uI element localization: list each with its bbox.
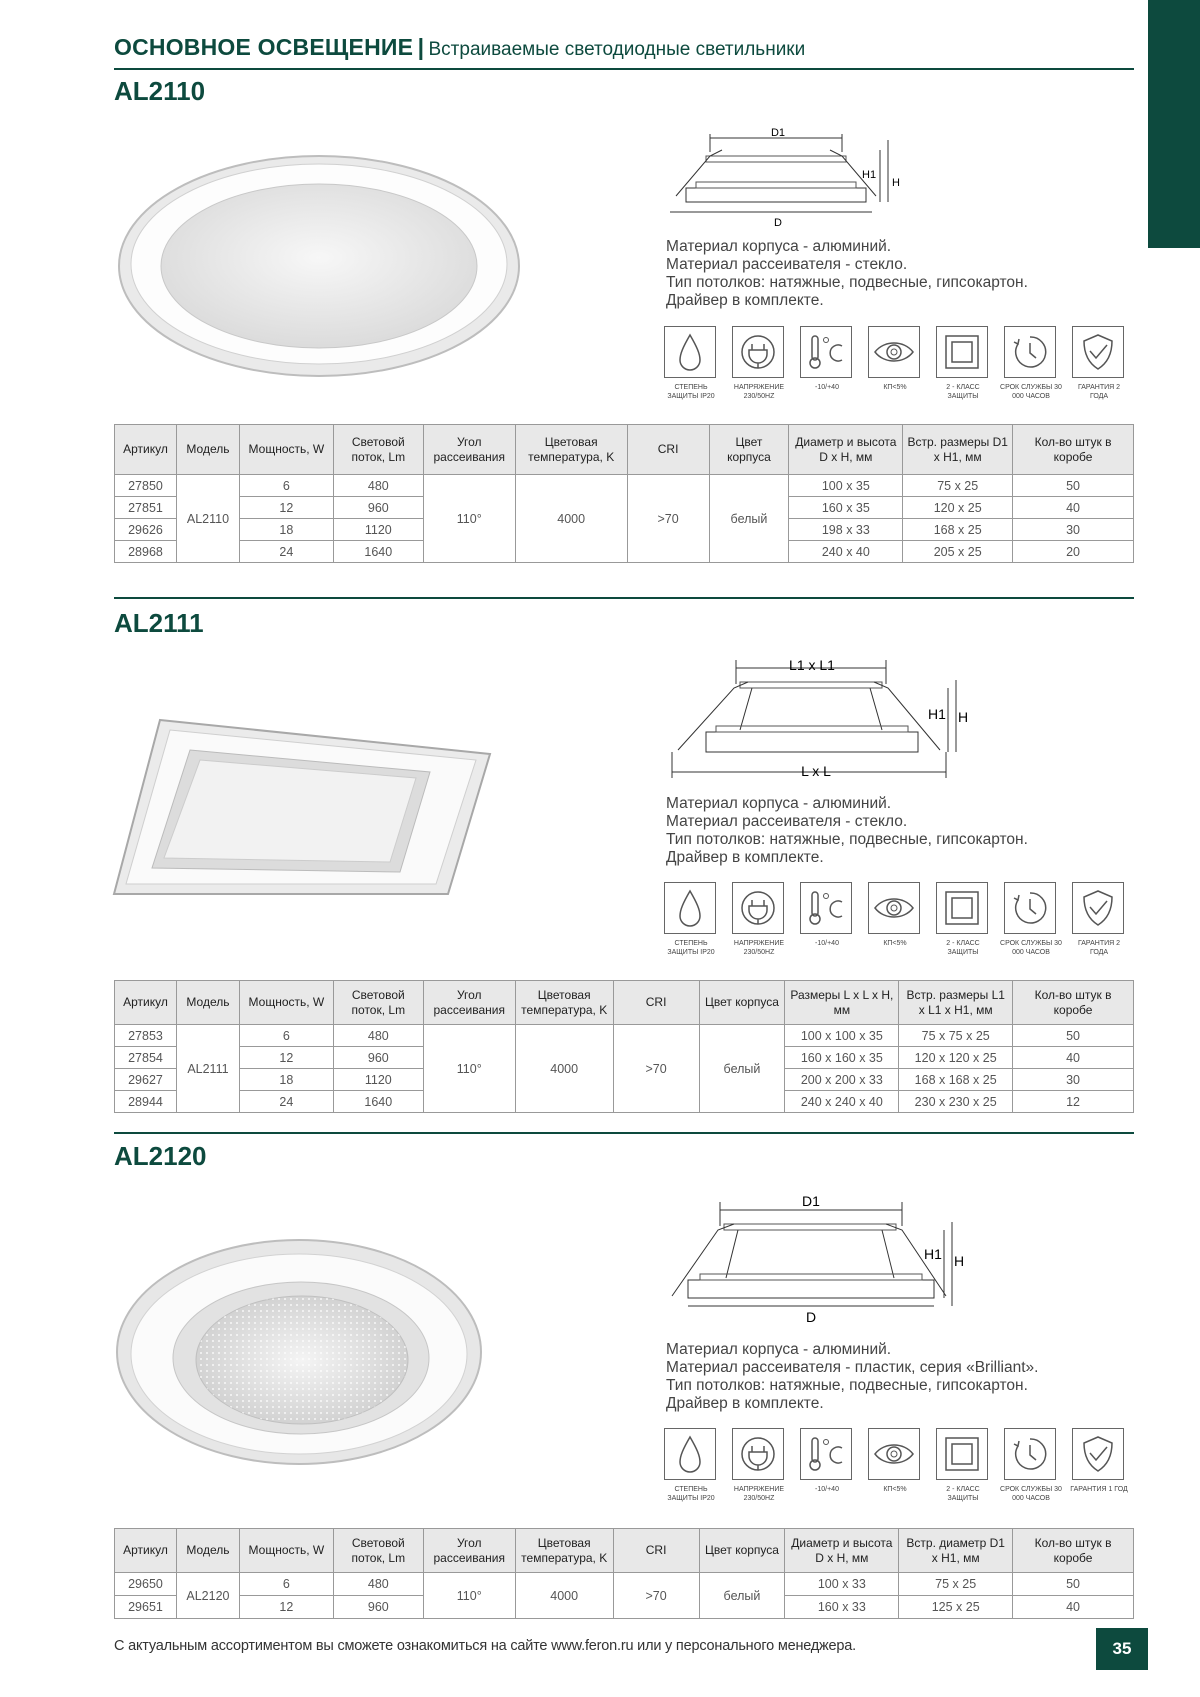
footer-note: С актуальным ассортиментом вы сможете ознакомиться на сайте www.feron.ru или у персонального менеджера. — [114, 1638, 856, 1654]
desc-line: Материал корпуса - алюминий. — [666, 1341, 892, 1358]
color-cell: белый — [699, 1025, 785, 1113]
model-cell: AL2120 — [176, 1573, 239, 1619]
plug-icon — [732, 1428, 784, 1480]
col-header: Модель — [176, 1529, 239, 1573]
dim-top-label: L1 x L1 — [789, 657, 835, 673]
dim-h-label: H — [954, 1253, 965, 1269]
eye-icon — [868, 1428, 920, 1480]
header-separator: | — [417, 34, 425, 60]
icon-caption: КП<5% — [883, 1486, 907, 1493]
color-cell: белый — [699, 1573, 785, 1619]
mount-cell: 120 x 25 — [903, 497, 1013, 519]
qty-cell: 20 — [1013, 541, 1134, 563]
shield-icon — [1072, 882, 1124, 934]
desc-line: Тип потолков: натяжные, подвесные, гипсокартон. — [666, 831, 1028, 848]
cri-cell: >70 — [627, 475, 709, 563]
corner-tab — [1148, 0, 1200, 248]
desc-line: Тип потолков: натяжные, подвесные, гипсокартон. — [666, 1377, 1028, 1394]
qty-cell: 30 — [1013, 1069, 1134, 1091]
power-cell: 6 — [239, 1573, 333, 1596]
col-header: Кол-во штук в коробе — [1013, 425, 1134, 475]
product-photo-al2111 — [114, 716, 494, 896]
class-icon — [936, 1428, 988, 1480]
temp-cell: 4000 — [515, 475, 627, 563]
flux-cell: 960 — [333, 497, 423, 519]
icon-caption: СРОК СЛУЖБЫ 30 000 ЧАСОВ — [1000, 940, 1062, 956]
power-cell: 18 — [239, 1069, 333, 1091]
col-header: Световой поток, Lm — [333, 1529, 423, 1573]
article-cell: 27851 — [115, 497, 177, 519]
table-row — [115, 1573, 1134, 1596]
icon-caption: ГАРАНТИЯ 2 ГОДА — [1077, 940, 1121, 956]
mount-cell: 205 x 25 — [903, 541, 1013, 563]
power-cell: 6 — [239, 475, 333, 497]
desc-line: Материал корпуса - алюминий. — [666, 795, 892, 812]
power-cell: 12 — [239, 1047, 333, 1069]
spec-table-al2120 — [114, 1528, 1134, 1619]
article-cell: 29651 — [115, 1596, 177, 1619]
size-cell: 198 x 33 — [789, 519, 903, 541]
class-icon — [936, 326, 988, 378]
col-header: Встр. размеры L1 x L1 x H1, мм — [899, 981, 1013, 1025]
article-cell: 27850 — [115, 475, 177, 497]
table-row — [115, 1025, 1134, 1047]
desc-line: Драйвер в комплекте. — [666, 292, 824, 309]
icon-caption: 2 - КЛАСС ЗАЩИТЫ — [946, 1486, 980, 1502]
flux-cell: 480 — [333, 1573, 423, 1596]
mount-cell: 168 x 168 x 25 — [899, 1069, 1013, 1091]
col-header: Кол-во штук в коробе — [1013, 981, 1134, 1025]
article-cell: 27854 — [115, 1047, 177, 1069]
page-number: 35 — [1096, 1628, 1148, 1670]
angle-cell: 110° — [423, 475, 515, 563]
size-cell: 200 x 200 x 33 — [785, 1069, 899, 1091]
icon-caption: -10/+40 — [815, 384, 839, 391]
model-title: AL2111 — [114, 608, 204, 638]
size-cell: 100 x 35 — [789, 475, 903, 497]
article-cell: 28968 — [115, 541, 177, 563]
icon-caption: СТЕПЕНЬ ЗАЩИТЫ IP20 — [667, 384, 715, 400]
thermometer-icon — [800, 1428, 852, 1480]
icon-caption: НАПРЯЖЕНИЕ 230/50HZ — [733, 940, 785, 956]
icon-caption: КП<5% — [883, 384, 907, 391]
plug-icon — [732, 882, 784, 934]
product-description — [666, 1341, 1146, 1413]
class-icon — [936, 882, 988, 934]
icon-caption: КП<5% — [883, 940, 907, 947]
plug-icon — [732, 326, 784, 378]
col-header: Угол рассеивания — [423, 981, 515, 1025]
eye-icon — [868, 882, 920, 934]
feature-icons — [664, 326, 1134, 404]
qty-cell: 30 — [1013, 519, 1134, 541]
angle-cell: 110° — [423, 1573, 515, 1619]
model-title: AL2110 — [114, 76, 206, 106]
icon-caption: ГАРАНТИЯ 1 ГОД — [1070, 1486, 1128, 1493]
col-header: Артикул — [115, 981, 177, 1025]
dim-h1-label: H1 — [924, 1246, 942, 1262]
flux-cell: 1640 — [333, 541, 423, 563]
flux-cell: 960 — [333, 1596, 423, 1619]
col-header: Встр. размеры D1 x H1, мм — [903, 425, 1013, 475]
desc-line: Материал рассеивателя - пластик, серия «Brilliant». — [666, 1359, 1039, 1376]
shield-icon — [1072, 326, 1124, 378]
icon-caption: -10/+40 — [815, 1486, 839, 1493]
size-cell: 100 x 33 — [785, 1573, 899, 1596]
size-cell: 240 x 40 — [789, 541, 903, 563]
mount-cell: 120 x 120 x 25 — [899, 1047, 1013, 1069]
spec-table-al2110 — [114, 424, 1134, 563]
product-photo-al2110 — [114, 146, 524, 386]
mount-cell: 230 x 230 x 25 — [899, 1091, 1013, 1113]
table-row — [115, 475, 1134, 497]
col-header: Кол-во штук в коробе — [1013, 1529, 1134, 1573]
category-subtitle: Встраиваемые светодиодные светильники — [428, 39, 806, 60]
col-header: Модель — [176, 425, 239, 475]
icon-caption: НАПРЯЖЕНИЕ 230/50HZ — [733, 1486, 785, 1502]
power-cell: 12 — [239, 497, 333, 519]
dim-top-label: D1 — [802, 1193, 820, 1209]
qty-cell: 12 — [1013, 1091, 1134, 1113]
thermometer-icon — [800, 326, 852, 378]
size-cell: 160 x 160 x 35 — [785, 1047, 899, 1069]
desc-line: Драйвер в комплекте. — [666, 1395, 824, 1412]
section-divider — [114, 597, 1134, 599]
col-header: Мощность, W — [239, 981, 333, 1025]
col-header: Цвет корпуса — [699, 981, 785, 1025]
mount-cell: 75 x 25 — [899, 1573, 1013, 1596]
dim-h1-label: H1 — [928, 706, 946, 722]
dimension-drawing-al2111 — [666, 652, 969, 792]
model-cell: AL2111 — [176, 1025, 239, 1113]
shield-icon — [1072, 1428, 1124, 1480]
flux-cell: 1120 — [333, 519, 423, 541]
angle-cell: 110° — [423, 1025, 515, 1113]
flux-cell: 1120 — [333, 1069, 423, 1091]
temp-cell: 4000 — [515, 1025, 613, 1113]
icon-caption: 2 - КЛАСС ЗАЩИТЫ — [946, 384, 980, 400]
size-cell: 240 x 240 x 40 — [785, 1091, 899, 1113]
desc-line: Материал рассеивателя - стекло. — [666, 813, 908, 830]
mount-cell: 75 x 75 x 25 — [899, 1025, 1013, 1047]
size-cell: 160 x 33 — [785, 1596, 899, 1619]
qty-cell: 40 — [1013, 497, 1134, 519]
clock-icon — [1004, 882, 1056, 934]
category-title: ОСНОВНОЕ ОСВЕЩЕНИЕ — [114, 34, 414, 60]
dim-top-label: D1 — [770, 127, 786, 139]
drop-icon — [664, 326, 716, 378]
power-cell: 24 — [239, 1091, 333, 1113]
cri-cell: >70 — [613, 1025, 699, 1113]
col-header: Угол рассеивания — [423, 425, 515, 475]
icon-caption: 2 - КЛАСС ЗАЩИТЫ — [946, 940, 980, 956]
flux-cell: 480 — [333, 475, 423, 497]
col-header: Мощность, W — [239, 425, 333, 475]
mount-cell: 168 x 25 — [903, 519, 1013, 541]
flux-cell: 960 — [333, 1047, 423, 1069]
col-header: CRI — [627, 425, 709, 475]
dim-bottom-label: L x L — [801, 763, 831, 779]
product-photo-al2120 — [114, 1230, 484, 1470]
col-header: Угол рассеивания — [423, 1529, 515, 1573]
icon-caption: СТЕПЕНЬ ЗАЩИТЫ IP20 — [667, 1486, 715, 1502]
icon-caption: -10/+40 — [815, 940, 839, 947]
clock-icon — [1004, 326, 1056, 378]
col-header: Цвет корпуса — [699, 1529, 785, 1573]
flux-cell: 480 — [333, 1025, 423, 1047]
feature-icons — [664, 1428, 1134, 1506]
thermometer-icon — [800, 882, 852, 934]
drop-icon — [664, 1428, 716, 1480]
icon-caption: ГАРАНТИЯ 2 ГОДА — [1077, 384, 1121, 400]
dim-h1-label: H1 — [862, 169, 877, 181]
power-cell: 18 — [239, 519, 333, 541]
desc-line: Материал корпуса - алюминий. — [666, 238, 892, 255]
dimension-drawing-al2120 — [666, 1192, 966, 1332]
dim-h-label: H — [958, 709, 969, 725]
clock-icon — [1004, 1428, 1056, 1480]
col-header: CRI — [613, 981, 699, 1025]
spec-table-al2111 — [114, 980, 1134, 1113]
col-header: Размеры L x L x H, мм — [785, 981, 899, 1025]
qty-cell: 50 — [1013, 1573, 1134, 1596]
col-header: Диаметр и высота D x H, мм — [789, 425, 903, 475]
drop-icon — [664, 882, 716, 934]
col-header: Цветовая температура, K — [515, 1529, 613, 1573]
qty-cell: 40 — [1013, 1047, 1134, 1069]
color-cell: белый — [709, 475, 789, 563]
col-header: Мощность, W — [239, 1529, 333, 1573]
mount-cell: 75 x 25 — [903, 475, 1013, 497]
dimension-drawing-al2110 — [666, 126, 906, 236]
section-divider — [114, 1132, 1134, 1134]
temp-cell: 4000 — [515, 1573, 613, 1619]
size-cell: 100 x 100 x 35 — [785, 1025, 899, 1047]
col-header: Модель — [176, 981, 239, 1025]
icon-caption: СРОК СЛУЖБЫ 30 000 ЧАСОВ — [1000, 1486, 1062, 1502]
power-cell: 6 — [239, 1025, 333, 1047]
col-header: Цветовая температура, K — [515, 981, 613, 1025]
icon-caption: СТЕПЕНЬ ЗАЩИТЫ IP20 — [667, 940, 715, 956]
model-title: AL2120 — [114, 1141, 207, 1171]
power-cell: 24 — [239, 541, 333, 563]
icon-caption: НАПРЯЖЕНИЕ 230/50HZ — [733, 384, 785, 400]
article-cell: 29626 — [115, 519, 177, 541]
eye-icon — [868, 326, 920, 378]
article-cell: 28944 — [115, 1091, 177, 1113]
feature-icons — [664, 882, 1134, 960]
col-header: Цветовая температура, K — [515, 425, 627, 475]
dim-h-label: H — [892, 177, 900, 189]
qty-cell: 40 — [1013, 1596, 1134, 1619]
icon-caption: СРОК СЛУЖБЫ 30 000 ЧАСОВ — [1000, 384, 1062, 400]
col-header: Встр. диаметр D1 x H1, мм — [899, 1529, 1013, 1573]
article-cell: 27853 — [115, 1025, 177, 1047]
desc-line: Материал рассеивателя - стекло. — [666, 256, 908, 273]
col-header: Цвет корпуса — [709, 425, 789, 475]
model-cell: AL2110 — [176, 475, 239, 563]
col-header: Световой поток, Lm — [333, 425, 423, 475]
col-header: Артикул — [115, 1529, 177, 1573]
col-header: Диаметр и высота D x H, мм — [785, 1529, 899, 1573]
qty-cell: 50 — [1013, 1025, 1134, 1047]
page-header — [114, 34, 1134, 70]
desc-line: Драйвер в комплекте. — [666, 849, 824, 866]
size-cell: 160 x 35 — [789, 497, 903, 519]
article-cell: 29627 — [115, 1069, 177, 1091]
power-cell: 12 — [239, 1596, 333, 1619]
mount-cell: 125 x 25 — [899, 1596, 1013, 1619]
article-cell: 29650 — [115, 1573, 177, 1596]
col-header: Световой поток, Lm — [333, 981, 423, 1025]
col-header: Артикул — [115, 425, 177, 475]
product-description — [666, 238, 1146, 310]
dim-bottom-label: D — [805, 1309, 817, 1325]
cri-cell: >70 — [613, 1573, 699, 1619]
desc-line: Тип потолков: натяжные, подвесные, гипсокартон. — [666, 274, 1028, 291]
product-description — [666, 795, 1146, 867]
qty-cell: 50 — [1013, 475, 1134, 497]
flux-cell: 1640 — [333, 1091, 423, 1113]
dim-bottom-label: D — [774, 217, 782, 229]
col-header: CRI — [613, 1529, 699, 1573]
